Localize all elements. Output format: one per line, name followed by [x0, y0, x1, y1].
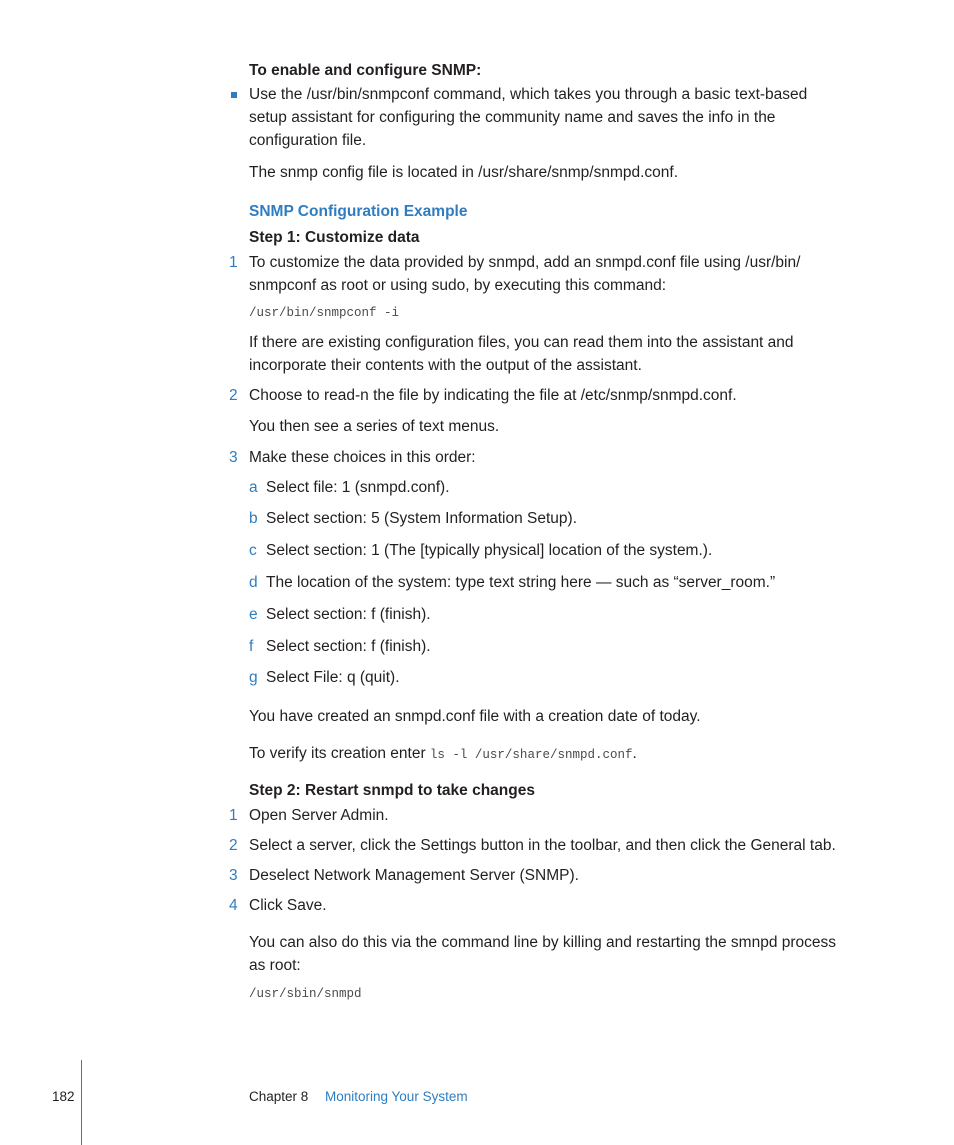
square-bullet-icon	[231, 92, 237, 98]
step-number: 1	[229, 254, 238, 271]
step-number: 2	[229, 837, 238, 854]
config-location-note: The snmp config file is located in /usr/share/snmp/snmpd.conf.	[249, 164, 679, 181]
step-number: 1	[229, 807, 238, 824]
step-text: Choose to read-n the file by indicating the file at /etc/snmp/snmpd.conf.	[249, 387, 737, 404]
step-text: Deselect Network Management Server (SNMP).	[249, 867, 579, 884]
substep-letter: a	[249, 479, 258, 496]
inline-code: ls -l /usr/share/snmpd.conf	[429, 748, 633, 762]
paragraph: as root:	[249, 957, 301, 974]
paragraph: incorporate their contents with the output of the assistant.	[249, 357, 642, 374]
step-text: To customize the data provided by snmpd, add an snmpd.conf file using /usr/bin/	[249, 254, 801, 271]
substep-text: Select section: 5 (System Information Setup).	[266, 510, 577, 527]
bullet-text-line1: Use the /usr/bin/snmpconf command, which takes you through a basic text-based	[249, 86, 808, 103]
chapter-title-link[interactable]: Monitoring Your System	[325, 1089, 468, 1104]
step-number: 3	[229, 449, 238, 466]
step2-heading: Step 2: Restart snmpd to take changes	[249, 782, 535, 799]
code-snippet: /usr/bin/snmpconf -i	[249, 306, 400, 320]
step-text: Open Server Admin.	[249, 807, 389, 824]
paragraph: You can also do this via the command line by killing and restarting the smnpd process	[249, 934, 837, 951]
substep-text: Select section: f (finish).	[266, 606, 431, 623]
substep-text: Select File: q (quit).	[266, 669, 400, 686]
step-text: Select a server, click the Settings button in the toolbar, and then click the General tab.	[249, 837, 836, 854]
paragraph: If there are existing configuration files, you can read them into the assistant and	[249, 334, 794, 351]
step-number: 3	[229, 867, 238, 884]
paragraph: You then see a series of text menus.	[249, 418, 500, 435]
substep-letter: d	[249, 574, 258, 591]
substep-letter: f	[249, 638, 254, 655]
paragraph: You have created an snmpd.conf file with a creation date of today.	[249, 708, 701, 725]
substep-text: The location of the system: type text string here — such as “server_room.”	[266, 574, 776, 591]
substep-text: Select file: 1 (snmpd.conf).	[266, 479, 450, 496]
page-number: 182	[52, 1089, 75, 1104]
code-snippet: /usr/sbin/snmpd	[249, 987, 362, 1001]
footer-divider	[81, 1060, 82, 1145]
substep-letter: b	[249, 510, 258, 527]
step-number: 4	[229, 897, 238, 914]
verify-paragraph	[249, 742, 637, 767]
substep-letter: g	[249, 669, 258, 686]
procedure-heading: To enable and configure SNMP:	[249, 62, 482, 79]
substep-text: Select section: 1 (The [typically physical] location of the system.).	[266, 542, 713, 559]
verify-suffix: .	[632, 745, 637, 762]
bullet-text-line2: setup assistant for configuring the community name and saves the info in the	[249, 109, 776, 126]
substep-letter: e	[249, 606, 258, 623]
example-title: SNMP Configuration Example	[249, 203, 468, 220]
step1-heading: Step 1: Customize data	[249, 229, 420, 246]
step-text: Click Save.	[249, 897, 327, 914]
step-text: Make these choices in this order:	[249, 449, 476, 466]
step-text: snmpconf as root or using sudo, by executing this command:	[249, 277, 666, 294]
bullet-text-line3: configuration file.	[249, 132, 367, 149]
step-number: 2	[229, 387, 238, 404]
verify-prefix: To verify its creation enter	[249, 745, 430, 762]
chapter-label: Chapter 8	[249, 1089, 309, 1104]
substep-text: Select section: f (finish).	[266, 638, 431, 655]
substep-letter: c	[249, 542, 257, 559]
